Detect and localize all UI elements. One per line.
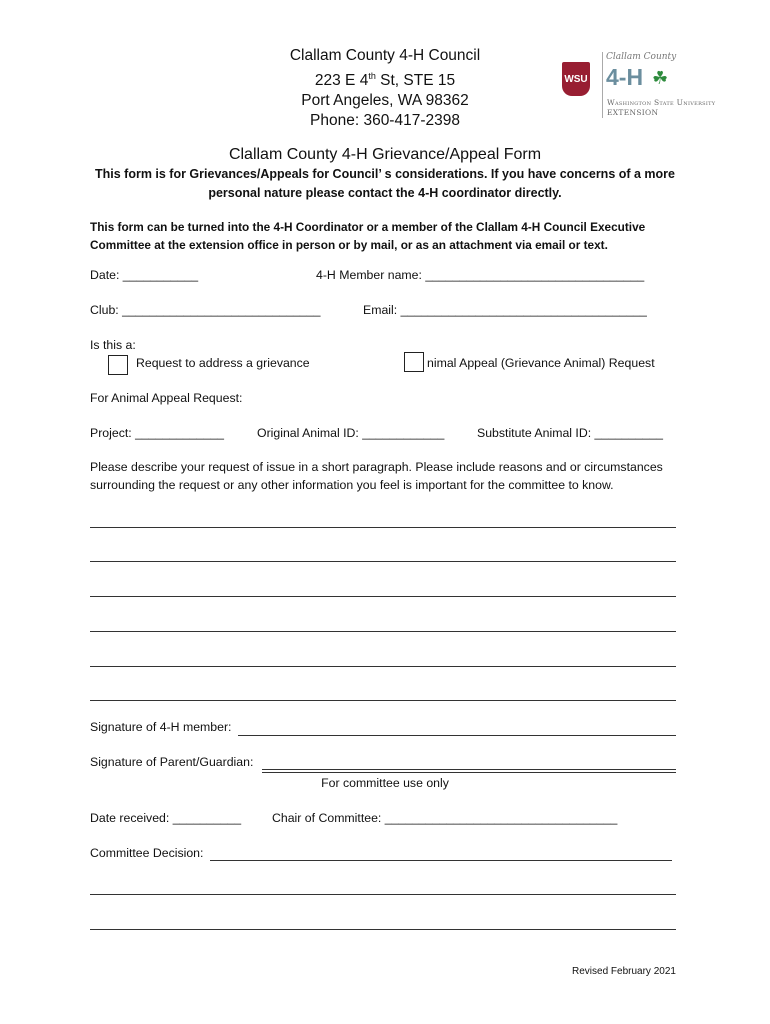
original-animal-id-field[interactable]: Original Animal ID: ____________ bbox=[257, 426, 445, 440]
club-field[interactable]: Club: _____________________________ bbox=[90, 303, 321, 317]
parent-signature-underline bbox=[262, 772, 676, 773]
letterhead bbox=[240, 46, 530, 131]
animal-appeal-option-label: nimal Appeal (Grievance Animal) Request bbox=[427, 356, 655, 370]
date-received-field[interactable]: Date received: __________ bbox=[90, 811, 242, 825]
phone-line: Phone: 360-417-2398 bbox=[310, 112, 460, 130]
form-intro: This form is for Grievances/Appeals for Council’ s considerations. If you have concerns of a more personal nature please contact the 4-H coordinator directly. bbox=[94, 167, 676, 200]
committee-decision-line[interactable] bbox=[210, 860, 672, 861]
grievance-checkbox[interactable] bbox=[108, 355, 128, 375]
address-line: 223 E 4th St, STE 15 bbox=[314, 71, 456, 90]
member-name-field[interactable]: 4-H Member name: ________________________________ bbox=[316, 268, 645, 282]
revision-note: Revised February 2021 bbox=[572, 966, 676, 977]
description-line[interactable] bbox=[90, 561, 676, 562]
logo-4h: 4-H bbox=[606, 64, 644, 90]
member-signature-line[interactable] bbox=[238, 735, 676, 736]
form-title: Clallam County 4-H Grievance/Appeal Form bbox=[228, 146, 542, 163]
email-field[interactable]: Email: ____________________________________ bbox=[363, 303, 647, 317]
org-name: Clallam County 4-H Council bbox=[289, 47, 481, 64]
committee-chair-field[interactable]: Chair of Committee: __________________________________ bbox=[272, 811, 618, 825]
description-line[interactable] bbox=[90, 596, 676, 597]
description-line[interactable] bbox=[90, 527, 676, 528]
logo-university: Washington State University EXTENSION bbox=[607, 98, 716, 117]
logo-divider bbox=[602, 52, 603, 118]
clover-icon: ☘ bbox=[652, 68, 669, 88]
decision-line[interactable] bbox=[90, 929, 676, 930]
describe-instructions-line1: Please describe your request of issue in a short paragraph. Please include reasons and or circumstances bbox=[90, 460, 663, 474]
committee-use-heading: For committee use only bbox=[321, 776, 449, 790]
parent-signature-line[interactable] bbox=[262, 769, 676, 770]
animal-appeal-checkbox[interactable] bbox=[404, 352, 424, 372]
describe-instructions-line2: surrounding the request or any other information you feel is important for the committee to know. bbox=[90, 478, 614, 492]
request-type-label: Is this a: bbox=[90, 338, 136, 352]
member-signature-label: Signature of 4-H member: bbox=[90, 720, 232, 734]
animal-appeal-heading: For Animal Appeal Request: bbox=[90, 391, 243, 405]
date-field[interactable]: Date: ___________ bbox=[90, 268, 199, 282]
grievance-option-label: Request to address a grievance bbox=[136, 356, 310, 370]
project-field[interactable]: Project: _____________ bbox=[90, 426, 225, 440]
form-instructions: This form can be turned into the 4-H Coordinator or a member of the Clallam 4-H Council Executive Committee at the extension office in person or by mail, or as an attachment via email or text. bbox=[90, 220, 646, 252]
decision-line[interactable] bbox=[90, 894, 676, 895]
logo-county: Clallam County bbox=[606, 52, 677, 62]
wsu-shield-icon: WSU bbox=[562, 62, 590, 96]
committee-decision-label: Committee Decision: bbox=[90, 846, 204, 860]
description-line[interactable] bbox=[90, 700, 676, 701]
city-line: Port Angeles, WA 98362 bbox=[301, 92, 469, 110]
wsu-4h-logo bbox=[558, 50, 738, 120]
description-line[interactable] bbox=[90, 631, 676, 632]
substitute-animal-id-field[interactable]: Substitute Animal ID: __________ bbox=[477, 426, 663, 440]
parent-signature-label: Signature of Parent/Guardian: bbox=[90, 755, 254, 769]
description-line[interactable] bbox=[90, 666, 676, 667]
